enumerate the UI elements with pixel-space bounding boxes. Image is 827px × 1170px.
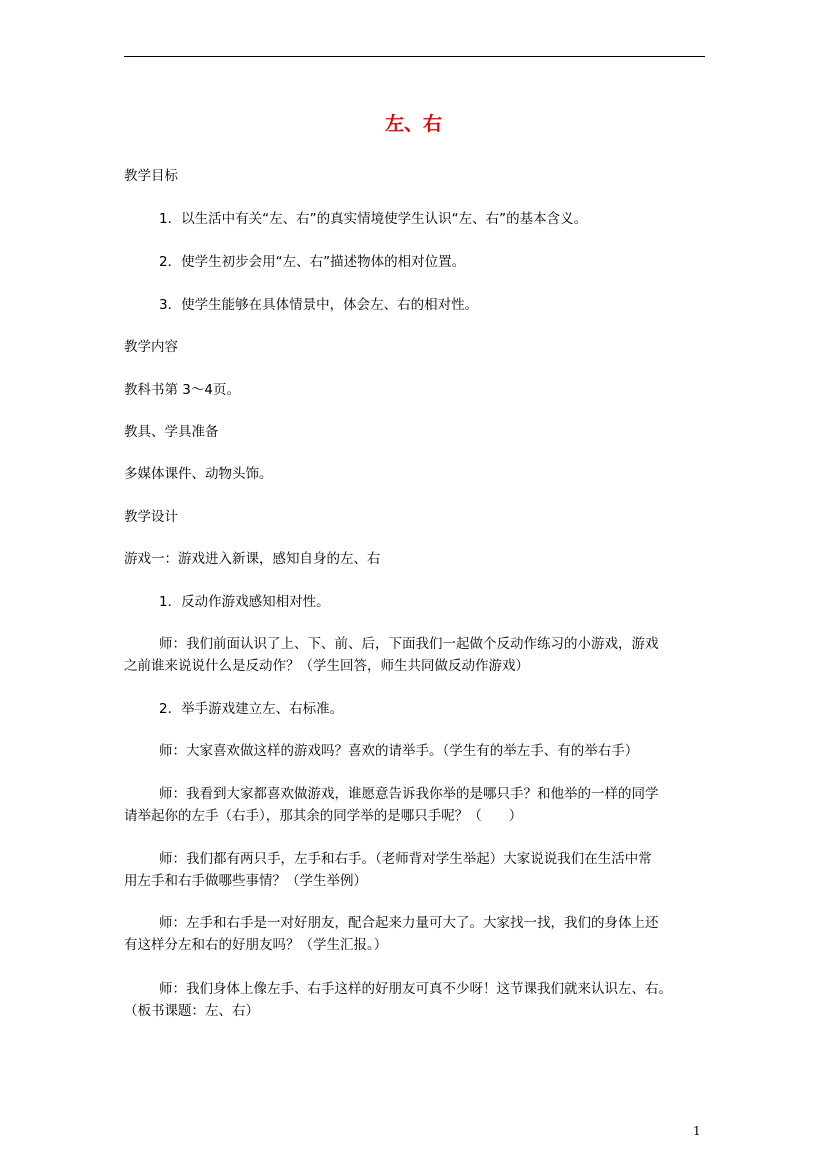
paragraph-line: （板书课题：左、右） (124, 1003, 259, 1019)
heading-materials: 教具、学具准备 (124, 424, 219, 440)
game-one-heading: 游戏一：游戏进入新课，感知自身的左、右 (124, 551, 381, 567)
heading-content: 教学内容 (124, 339, 178, 355)
step-2: 2．举手游戏建立左、右标准。 (159, 701, 344, 717)
paragraph-line: 师：我看到大家都喜欢做游戏，谁愿意告诉我你举的是哪只手？和他举的一样的同学 (159, 786, 659, 802)
heading-design: 教学设计 (124, 509, 178, 525)
paragraph-line: 师：我们前面认识了上、下、前、后，下面我们一起做个反动作练习的小游戏，游戏 (159, 636, 659, 652)
paragraph-line: 用左手和右手做哪些事情？（学生举例） (124, 873, 367, 889)
paragraph-line: 之前谁来说说什么是反动作？（学生回答，师生共同做反动作游戏） (124, 658, 529, 674)
step-1: 1．反动作游戏感知相对性。 (159, 594, 330, 610)
objective-3: 3．使学生能够在具体情景中，体会左、右的相对性。 (159, 297, 479, 313)
paragraph-line: 有这样分左和右的好朋友吗？（学生汇报。） (124, 937, 388, 953)
heading-objectives: 教学目标 (124, 168, 178, 184)
paragraph-line: 师：大家喜欢做这样的游戏吗？喜欢的请举手。（学生有的举左手、有的举右手） (159, 743, 639, 759)
header-rule (124, 56, 705, 57)
page-number: 1 (693, 1124, 701, 1138)
paragraph-line: 请举起你的左手（右手），那其余的同学举的是哪只手呢？（ ） (124, 808, 523, 824)
materials-text: 多媒体课件、动物头饰。 (124, 466, 273, 482)
objective-1: 1．以生活中有关“左、右”的真实情境使学生认识“左、右”的基本含义。 (159, 211, 588, 227)
content-text: 教科书第 3～4页。 (124, 382, 240, 398)
paragraph-line: 师：我们都有两只手，左手和右手。（老师背对学生举起）大家说说我们在生活中常 (159, 851, 652, 867)
paragraph-line: 师：左手和右手是一对好朋友，配合起来力量可大了。大家找一找，我们的身体上还 (159, 915, 659, 931)
page-title: 左、右 (384, 113, 442, 135)
objective-2: 2．使学生初步会用“左、右”描述物体的相对位置。 (159, 254, 466, 270)
paragraph-line: 师：我们身体上像左手、右手这样的好朋友可真不少呀！这节课我们就来认识左、右。 (159, 981, 672, 997)
